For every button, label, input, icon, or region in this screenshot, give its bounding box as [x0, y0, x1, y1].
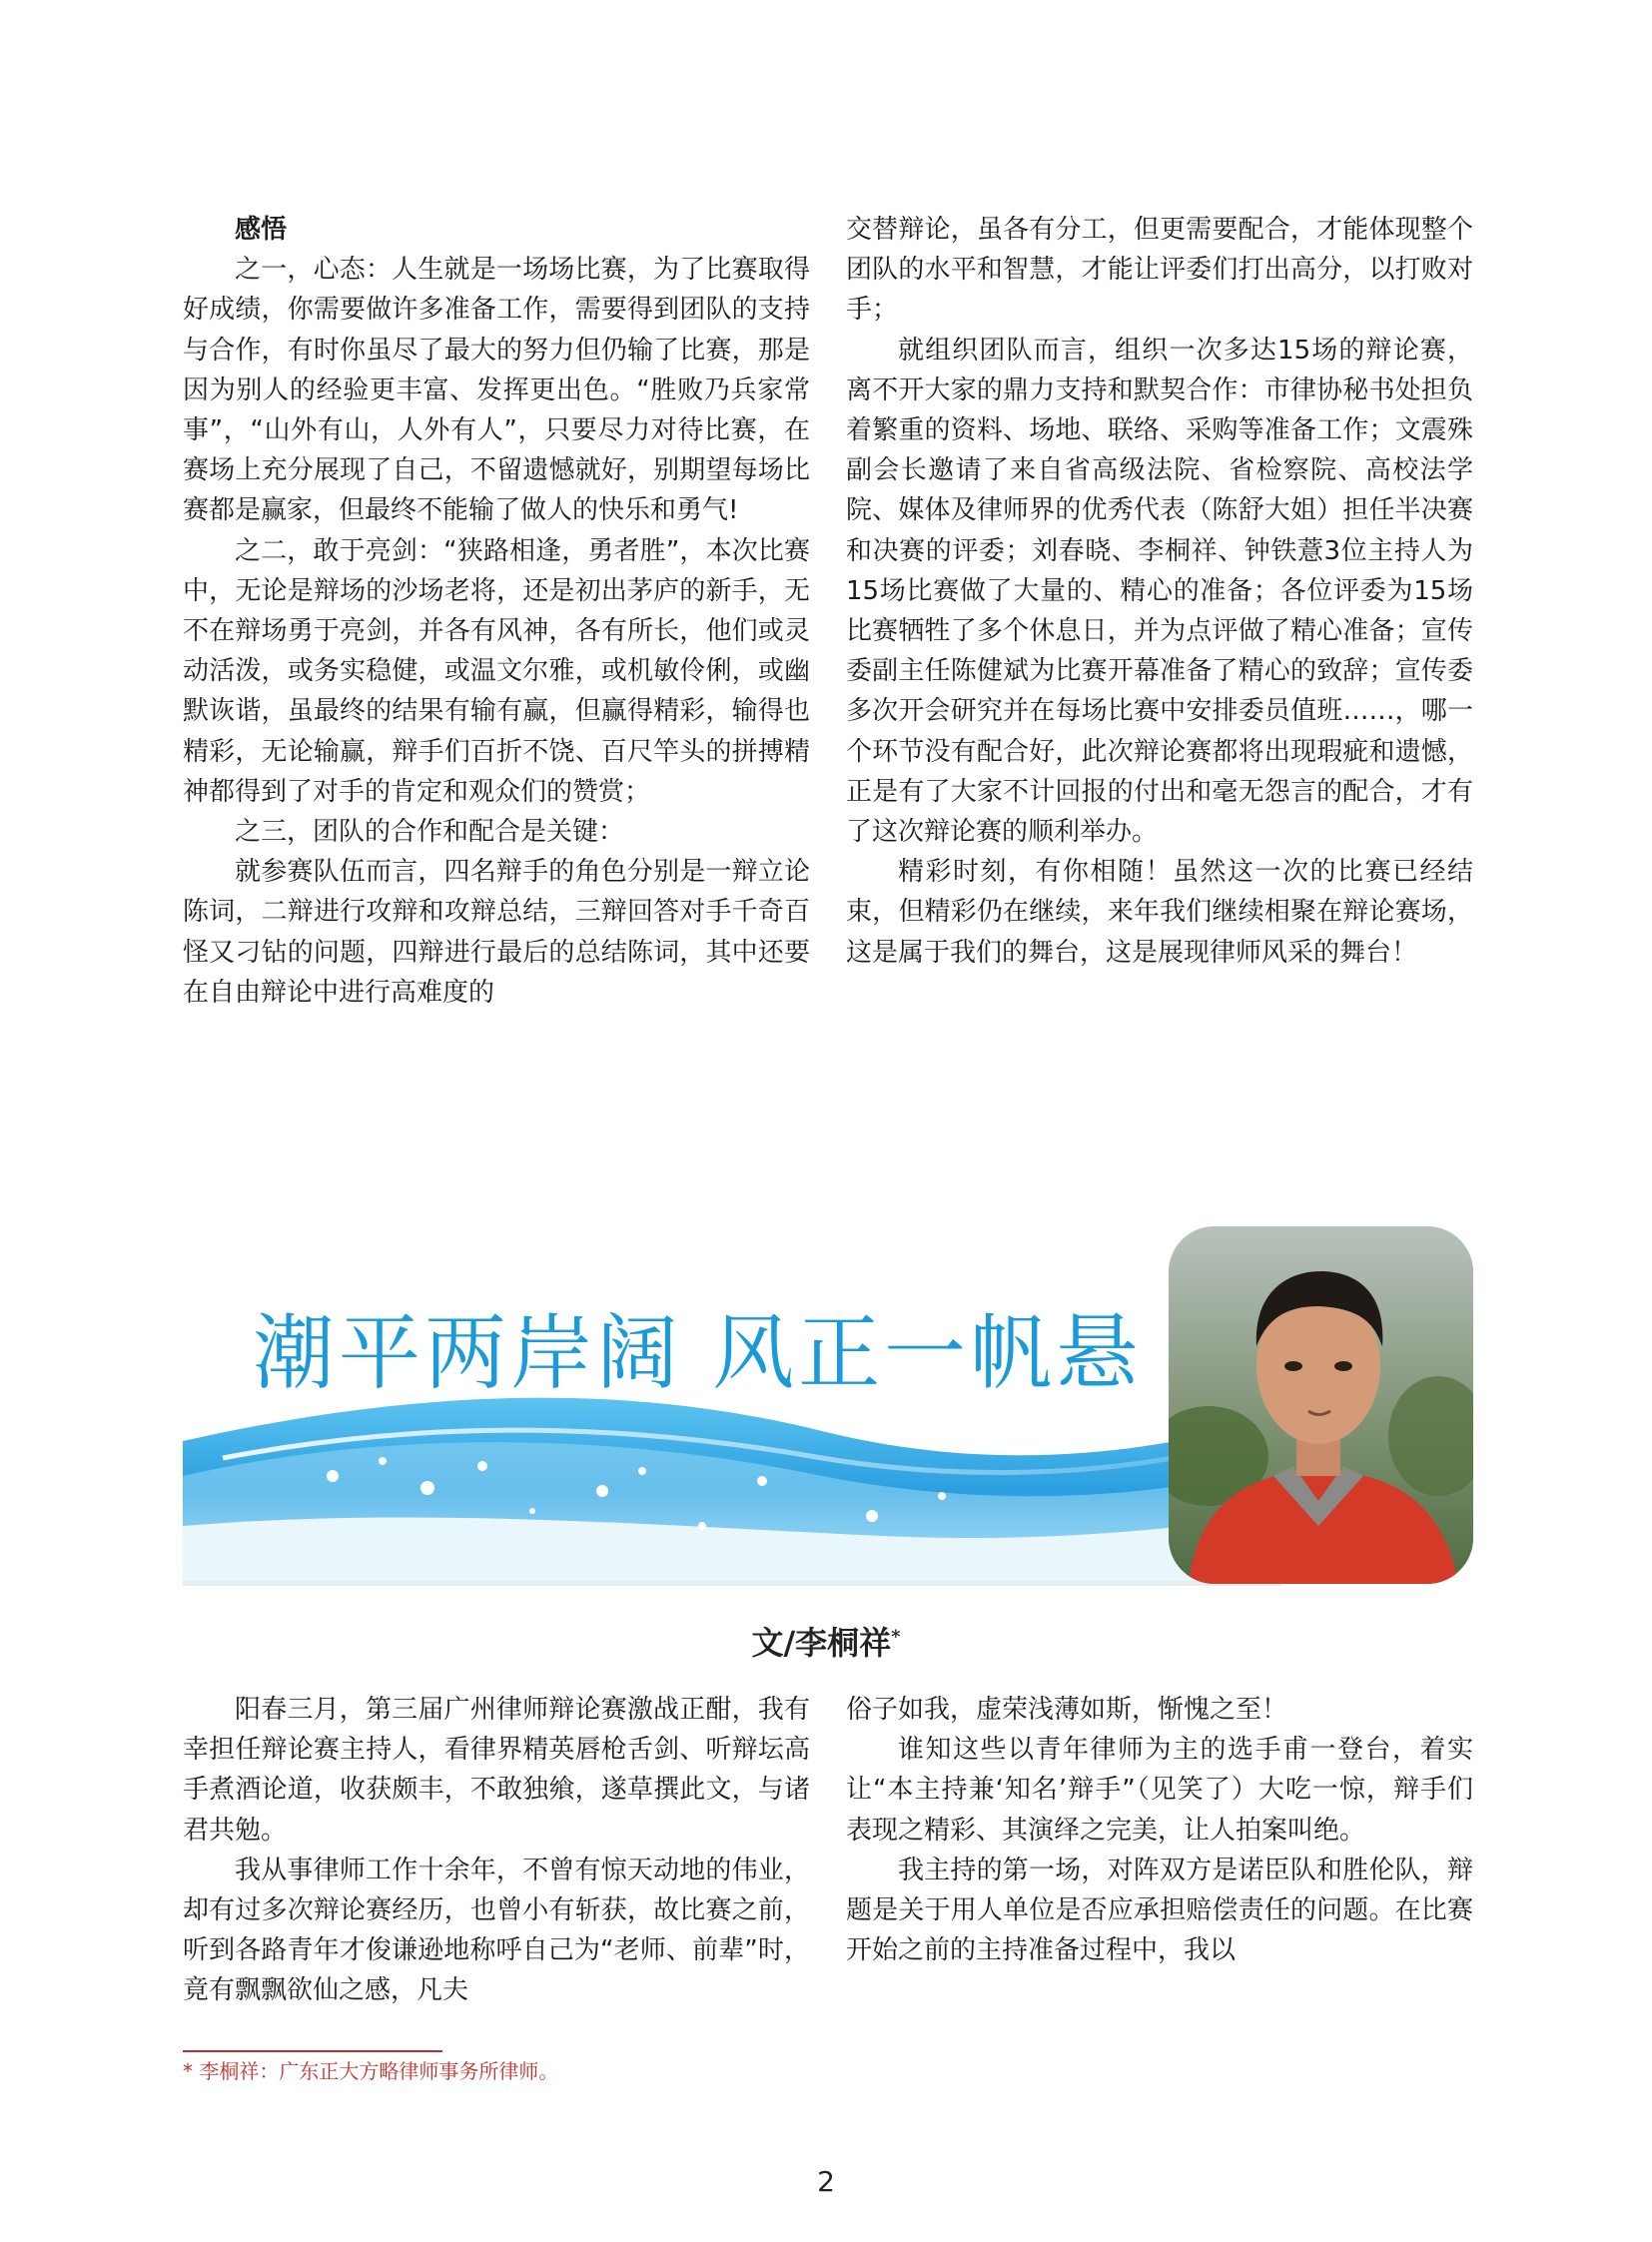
paragraph: 精彩时刻，有你相随！虽然这一次的比赛已经结束，但精彩仍在继续，来年我们继续相聚在辩论赛场，这是属于我们的舞台，这是展现律师风采的舞台！: [846, 857, 1473, 968]
paragraph: 就组织团队而言，组织一次多达15场的辩论赛，离不开大家的鼎力支持和默契合作：市律协秘书处担负着繁重的资料、场地、联络、采购等准备工作；文震殊副会长邀请了来自省高级法院、省检察院、高校法学院、媒体及律师界的优秀代表（陈舒大姐）担任半决赛和决赛的评委；刘春晓、李桐祥、钟铁薏3位主持人为15场比赛做了大量的、精心的准备；各位评委为15场比赛牺牲了多个休息日，并为点评做了精心准备；宣传委副主任陈健斌为比赛开幕准备了精心的致辞；宣传委多次开会研究并在每场比赛中安排委员值班……，哪一个环节没有配合好，此次辩论赛都将出现瑕疵和遗憾，正是有了大家不计回报的付出和毫无怨言的配合，才有了这次辩论赛的顺利举办。: [846, 335, 1473, 848]
bottom-left-column: [183, 1690, 810, 2011]
paragraph: 之一，心态：人生就是一场场比赛，为了比赛取得好成绩，你需要做许多准备工作，需要得到团队的支持与合作，有时你虽尽了最大的努力但仍输了比赛，那是因为别人的经验更丰富、发挥更出色。“胜败乃兵家常事”，“山外有山，人外有人”，只要尽力对待比赛，在赛场上充分展现了自己，不留遗憾就好，别期望每场比赛都是赢家，但最终不能输了做人的快乐和勇气!: [183, 255, 810, 526]
bottom-right-column: [846, 1690, 1473, 1970]
paragraph: 谁知这些以青年律师为主的选手甫一登台，着实让“本主持兼‘知名’辩手”（见笑了）大吃一惊，辩手们表现之精彩、其演绎之完美，让人拍案叫绝。: [846, 1735, 1473, 1846]
portrait-photo: [1169, 1226, 1473, 1584]
author-byline: [0, 1618, 1652, 1664]
author-footnote-mark: *: [891, 1626, 901, 1648]
footnote-divider: [183, 2050, 442, 2052]
footnote: * 李桐祥：广东正大方略律师事务所律师。: [183, 2059, 559, 2083]
portrait-photo-icon: [1169, 1226, 1473, 1584]
top-left-column: [183, 210, 810, 1013]
paragraph: 之二，敢于亮剑：“狭路相逢，勇者胜”，本次比赛中，无论是辩场的沙场老将，还是初出茅庐的新手，无不在辩场勇于亮剑，并各有风神，各有所长，他们或灵动活泼，或务实稳健，或温文尔雅，或机敏伶俐，或幽默诙谐，虽最终的结果有输有赢，但赢得精彩，输得也精彩，无论输赢，辩手们百折不饶、百尺竿头的拼搏精神都得到了对手的肯定和观众们的赞赏；: [183, 535, 810, 807]
paragraph: 阳春三月，第三届广州律师辩论赛激战正酣，我有幸担任辩论赛主持人，看律界精英唇枪舌剑、听辩坛高手煮酒论道，收获颇丰，不敢独飨，遂草撰此文，与诸君共勉。: [183, 1695, 810, 1846]
paragraph: 交替辩论，虽各有分工，但更需要配合，才能体现整个团队的水平和智慧，才能让评委们打出高分，以打败对手；: [846, 215, 1473, 326]
paragraph: 我主持的第一场，对阵双方是诺臣队和胜伦队，辩题是关于用人单位是否应承担赔偿责任的问题。在比赛开始之前的主持准备过程中，我以: [846, 1855, 1473, 1966]
top-right-column: [846, 210, 1473, 973]
article-title: 潮平两岸阔 风正一帆悬: [253, 1306, 1143, 1401]
paragraph: 就参赛队伍而言，四名辩手的角色分别是一辩立论陈词，二辩进行攻辩和攻辩总结，三辩回答对手千奇百怪又刁钻的问题，四辩进行最后的总结陈词，其中还要在自由辩论中进行高难度的: [183, 857, 810, 1008]
paragraph: 俗子如我，虚荣浅薄如斯，惭愧之至！: [846, 1695, 1288, 1725]
section-heading: 感悟: [235, 215, 288, 245]
paragraph: 之三，团队的合作和配合是关键：: [235, 817, 625, 848]
page-number: 2: [817, 2165, 835, 2198]
author-name: 文/李桐祥: [751, 1624, 892, 1662]
paragraph: 我从事律师工作十余年，不曾有惊天动地的伟业，却有过多次辩论赛经历，也曾小有斩获，故比赛之前，听到各路青年才俊谦逊地称呼自己为“老师、前辈”时，竟有飘飘欲仙之感，凡夫: [183, 1855, 810, 2006]
